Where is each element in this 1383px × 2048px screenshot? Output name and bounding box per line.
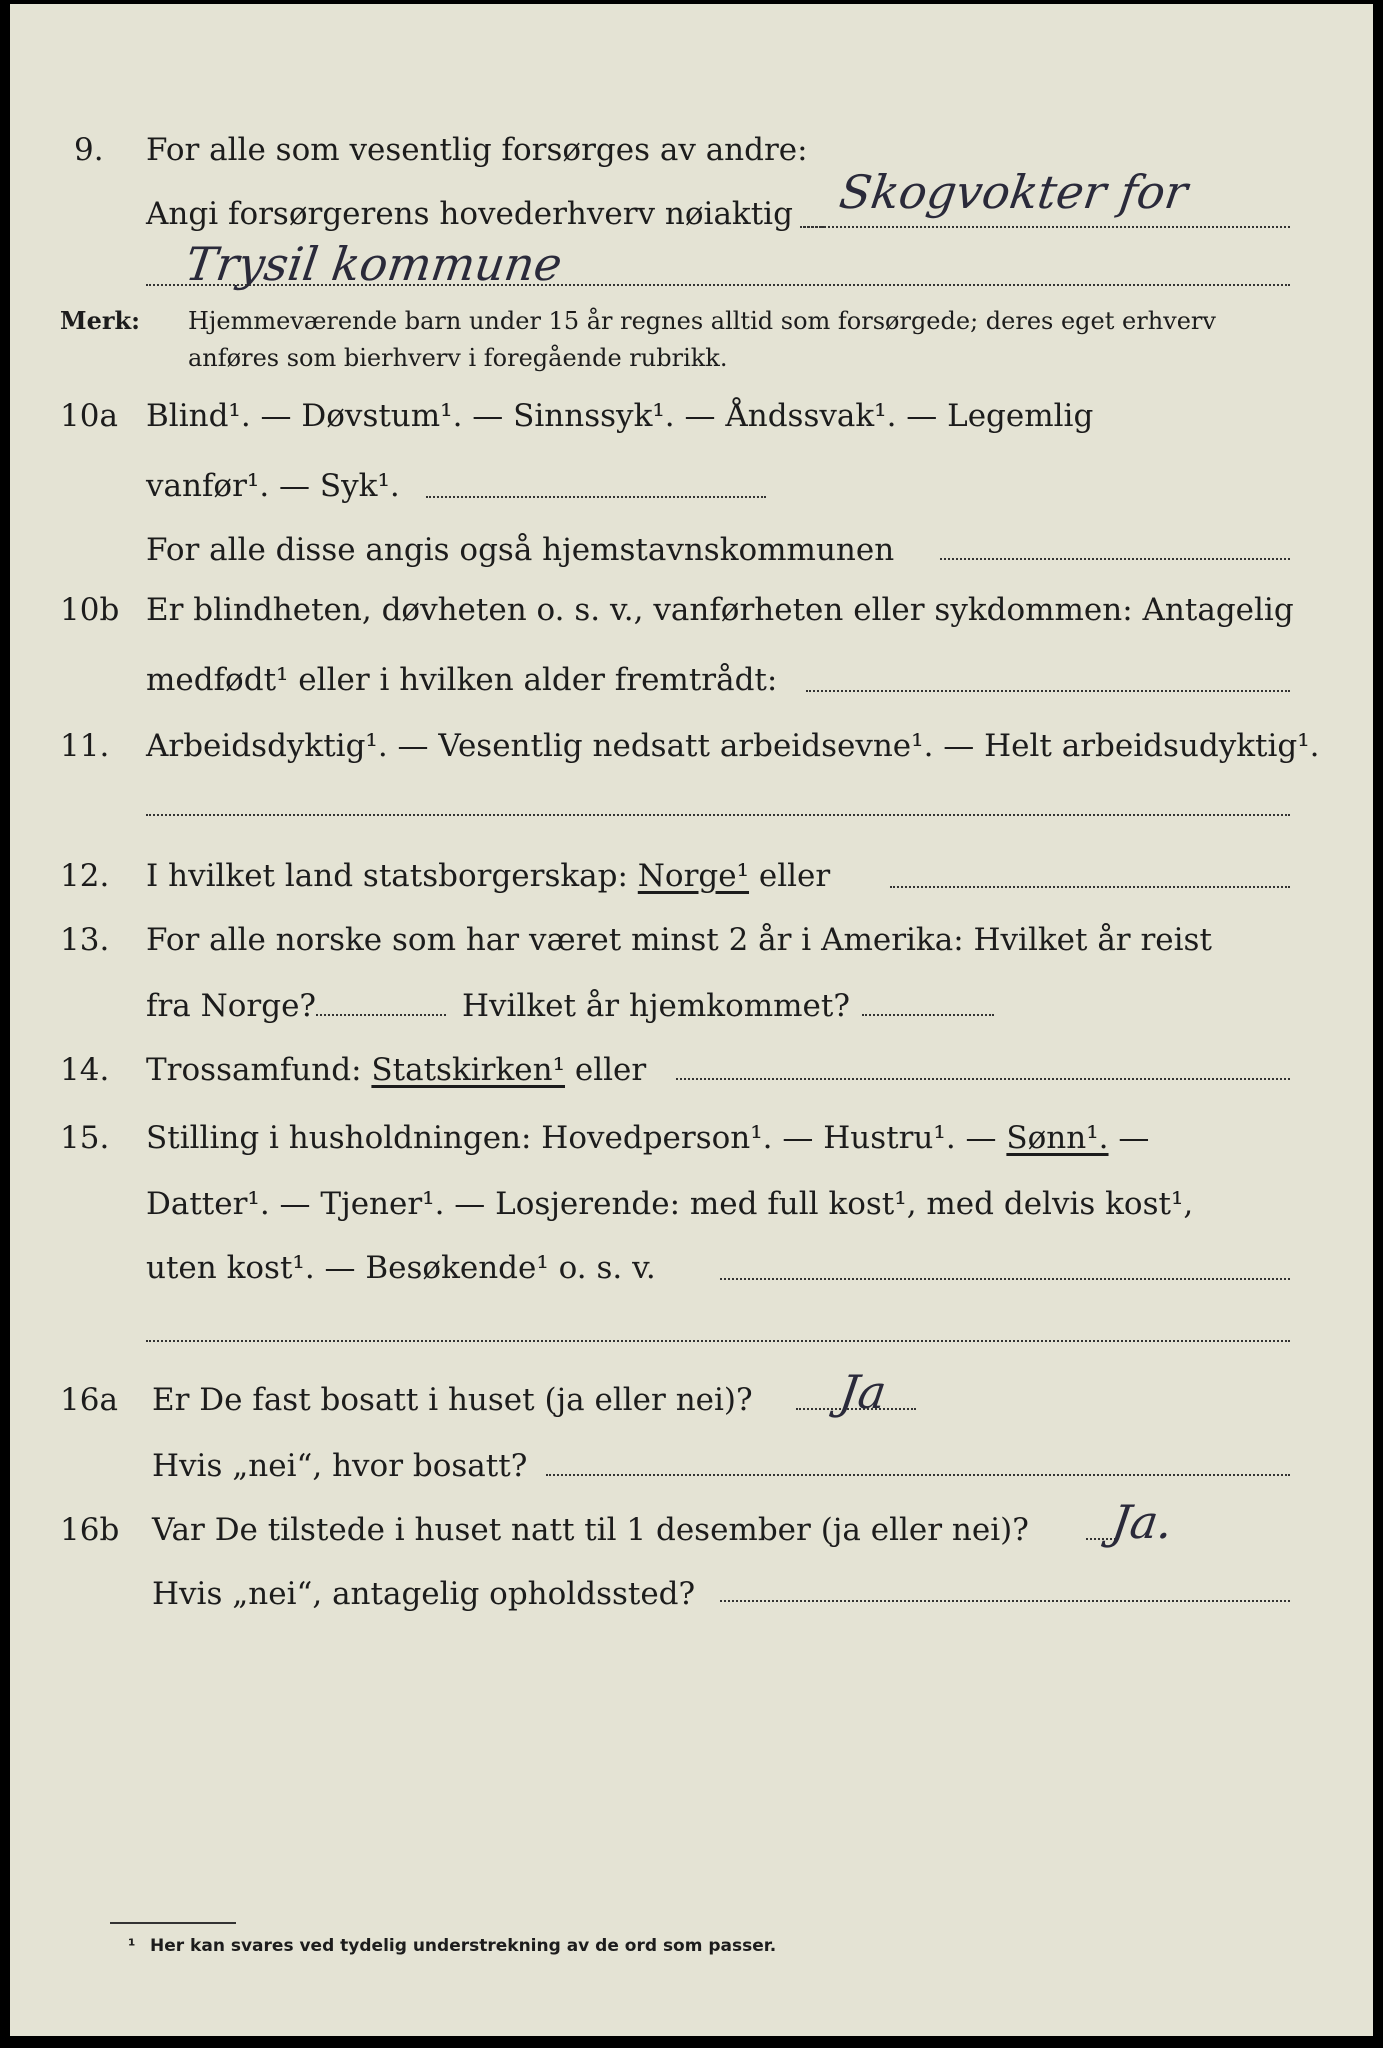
merk-label: Merk: <box>60 306 140 335</box>
q16a-line2: Hvis „nei“, hvor bosatt? <box>152 1448 528 1484</box>
q14-fill-line <box>676 1078 1290 1080</box>
q14-number: 14. <box>60 1052 110 1088</box>
q14-line1 <box>146 1050 646 1090</box>
q14-underlined-option: Statskirken¹ <box>371 1052 565 1088</box>
q13-line1: For alle norske som har været minst 2 år i Amerika: Hvilket år reist <box>146 922 1212 958</box>
q10b-fill-line <box>806 690 1290 692</box>
q9-answer-line-1 <box>800 226 1290 228</box>
q13-fill-line-2 <box>862 1014 994 1016</box>
q16a-number: 16a <box>60 1382 118 1418</box>
merk-line2: anføres som bierhverv i foregående rubrikk. <box>188 344 728 372</box>
q11-line1: Arbeidsdyktig¹. — Vesentlig nedsatt arbeidsevne¹. — Helt arbeidsudyktig¹. <box>146 728 1320 764</box>
q9-line2: Angi forsørgerens hovederhverv nøiaktig <box>146 196 793 232</box>
q16b-handwritten-answer: Ja. <box>1108 1495 1177 1549</box>
merk-line1: Hjemmeværende barn under 15 år regnes alltid som forsørgede; deres eget erhverv <box>188 307 1216 335</box>
q15-fill-line-2 <box>146 1340 1290 1342</box>
q11-number: 11. <box>60 728 110 764</box>
footnote-rule <box>110 1922 236 1924</box>
q12-fill-line <box>890 886 1290 888</box>
q10a-number: 10a <box>60 398 118 434</box>
q10a-line1: Blind¹. — Døvstum¹. — Sinnssyk¹. — Åndssvak¹. — Legemlig <box>146 398 1094 434</box>
q16a-line1: Er De fast bosatt i huset (ja eller nei)? <box>152 1382 753 1418</box>
q15-number: 15. <box>60 1120 110 1156</box>
q9-number: 9. <box>74 132 104 168</box>
q10a-line3: For alle disse angis også hjemstavnskommunen <box>146 532 895 568</box>
q16b-number: 16b <box>60 1512 120 1548</box>
q13-line2b: Hvilket år hjemkommet? <box>462 988 850 1024</box>
q15-line2: Datter¹. — Tjener¹. — Losjerende: med full kost¹, med delvis kost¹, <box>146 1186 1194 1222</box>
q10b-line1: Er blindheten, døvheten o. s. v., vanførheten eller sykdommen: Antagelig <box>146 592 1294 628</box>
q14-prefix: Trossamfund: <box>146 1052 372 1088</box>
q10b-line2: medfødt¹ eller i hvilken alder fremtrådt: <box>146 662 778 698</box>
q16a-handwritten-answer: Ja <box>836 1365 890 1419</box>
q12-prefix: I hvilket land statsborgerskap: <box>146 858 638 894</box>
footnote-marker: ¹ <box>128 1936 136 1956</box>
q12-number: 12. <box>60 858 110 894</box>
q16b-line2: Hvis „nei“, antagelig opholdssted? <box>152 1576 696 1612</box>
q9-handwritten-answer-1: Skogvokter for <box>836 165 1191 219</box>
q10b-number: 10b <box>60 592 120 628</box>
q9-answer-line-2 <box>146 284 1290 286</box>
q15-underlined-option: Sønn¹. <box>1006 1120 1109 1156</box>
q13-number: 13. <box>60 922 110 958</box>
q15-line1 <box>146 1118 1149 1158</box>
q12-suffix: eller <box>749 858 831 894</box>
q9-line1: For alle som vesentlig forsørges av andre: <box>146 132 808 168</box>
q15-suffix: — <box>1108 1120 1150 1156</box>
q9-handwritten-answer-2: Trysil kommune <box>182 237 566 291</box>
q10a-fill-line-1 <box>426 496 766 498</box>
footnote-text: Her kan svares ved tydelig understrekning av de ord som passer. <box>150 1936 777 1956</box>
census-form-page <box>10 4 1373 2036</box>
q12-line1 <box>146 856 830 896</box>
q12-underlined-option: Norge¹ <box>637 858 750 894</box>
q14-suffix: eller <box>565 1052 647 1088</box>
q11-fill-line <box>146 814 1290 816</box>
q15-line3: uten kost¹. — Besøkende¹ o. s. v. <box>146 1250 656 1286</box>
q13-fill-line-1 <box>316 1014 446 1016</box>
q16b-line1: Var De tilstede i huset natt til 1 desember (ja eller nei)? <box>152 1512 1029 1548</box>
q10a-fill-line-2 <box>940 558 1290 560</box>
q16a-fill-line-2 <box>546 1474 1290 1476</box>
q10a-line2: vanfør¹. — Syk¹. <box>146 468 400 504</box>
q13-line2a: fra Norge? <box>146 988 317 1024</box>
q15-fill-line-1 <box>720 1278 1290 1280</box>
q15-prefix: Stilling i husholdningen: Hovedperson¹. — Hustru¹. — <box>146 1120 1007 1156</box>
q16b-fill-line-2 <box>720 1600 1290 1602</box>
